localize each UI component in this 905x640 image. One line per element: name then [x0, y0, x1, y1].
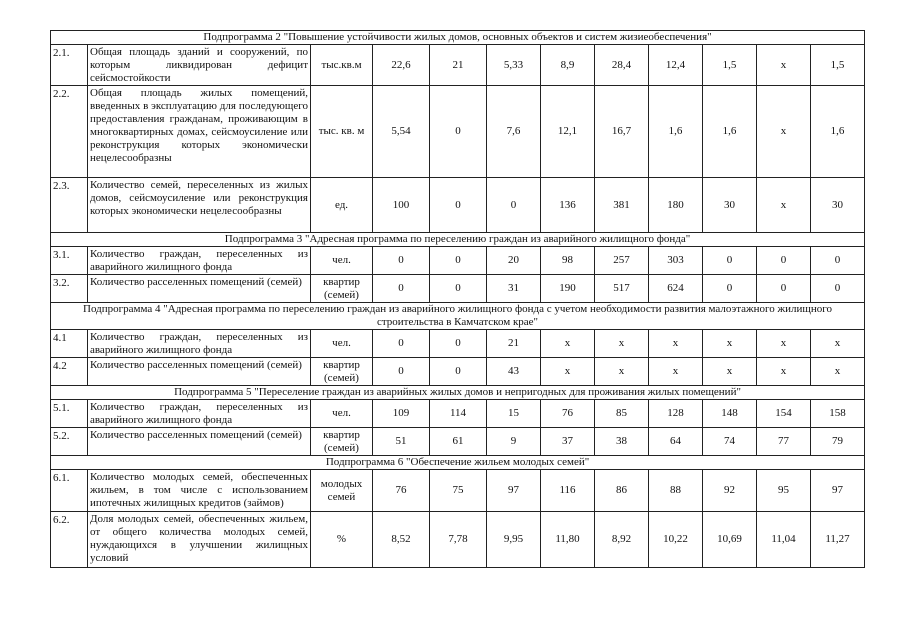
value-cell: 28,4	[595, 45, 649, 86]
table-row	[51, 358, 865, 386]
value-cell: 95	[757, 470, 811, 512]
unit-cell: квартир (семей)	[311, 275, 373, 303]
section-header-row	[51, 386, 865, 400]
value-cell: 0	[430, 247, 487, 275]
indicator-name: Количество граждан, переселенных из аварийного жилищного фонда	[88, 400, 311, 428]
value-cell: х	[757, 330, 811, 358]
value-cell: 61	[430, 428, 487, 456]
value-cell: 97	[811, 470, 865, 512]
value-cell: 0	[430, 358, 487, 386]
row-number: 2.3.	[51, 178, 88, 233]
table-row	[51, 45, 865, 86]
unit-cell: тыс.кв.м	[311, 45, 373, 86]
indicator-name: Количество расселенных помещений (семей)	[88, 428, 311, 456]
value-cell: 10,69	[703, 512, 757, 568]
section-header-row	[51, 233, 865, 247]
value-cell: 12,4	[649, 45, 703, 86]
value-cell: 109	[373, 400, 430, 428]
value-cell: 8,9	[541, 45, 595, 86]
value-cell: 9	[487, 428, 541, 456]
value-cell: 21	[430, 45, 487, 86]
value-cell: х	[811, 330, 865, 358]
indicator-name: Доля молодых семей, обеспеченных жильем, от общего количества молодых семей, нуждающихся в улучшении жилищных условий	[88, 512, 311, 568]
value-cell: 76	[541, 400, 595, 428]
value-cell: 257	[595, 247, 649, 275]
value-cell: 1,5	[703, 45, 757, 86]
unit-cell: чел.	[311, 247, 373, 275]
table-row	[51, 275, 865, 303]
unit-cell: чел.	[311, 330, 373, 358]
indicator-name: Количество граждан, переселенных из аварийного жилищного фонда	[88, 247, 311, 275]
value-cell: 7,6	[487, 86, 541, 178]
value-cell: 12,1	[541, 86, 595, 178]
value-cell: 9,95	[487, 512, 541, 568]
unit-cell: квартир (семей)	[311, 358, 373, 386]
unit-cell: квартир (семей)	[311, 428, 373, 456]
value-cell: 22,6	[373, 45, 430, 86]
value-cell: 114	[430, 400, 487, 428]
unit-cell: тыс. кв. м	[311, 86, 373, 178]
value-cell: 43	[487, 358, 541, 386]
row-number: 4.1	[51, 330, 88, 358]
value-cell: 16,7	[595, 86, 649, 178]
value-cell: 7,78	[430, 512, 487, 568]
value-cell: 148	[703, 400, 757, 428]
section-title: Подпрограмма 6 "Обеспечение жильем молодых семей"	[51, 456, 865, 470]
unit-cell: чел.	[311, 400, 373, 428]
value-cell: 303	[649, 247, 703, 275]
row-number: 5.2.	[51, 428, 88, 456]
value-cell: 128	[649, 400, 703, 428]
indicator-name: Количество расселенных помещений (семей)	[88, 358, 311, 386]
indicator-name: Количество расселенных помещений (семей)	[88, 275, 311, 303]
value-cell: х	[649, 330, 703, 358]
value-cell: 190	[541, 275, 595, 303]
table-row	[51, 470, 865, 512]
table-row	[51, 428, 865, 456]
value-cell: 74	[703, 428, 757, 456]
value-cell: 8,52	[373, 512, 430, 568]
value-cell: х	[595, 330, 649, 358]
value-cell: 0	[430, 178, 487, 233]
value-cell: 0	[373, 247, 430, 275]
value-cell: х	[541, 330, 595, 358]
value-cell: х	[703, 358, 757, 386]
value-cell: 1,5	[811, 45, 865, 86]
value-cell: 92	[703, 470, 757, 512]
row-number: 2.2.	[51, 86, 88, 178]
value-cell: х	[757, 45, 811, 86]
section-header-row	[51, 31, 865, 45]
value-cell: 64	[649, 428, 703, 456]
unit-cell: молодых семей	[311, 470, 373, 512]
value-cell: 0	[811, 275, 865, 303]
value-cell: 51	[373, 428, 430, 456]
value-cell: 15	[487, 400, 541, 428]
value-cell: 76	[373, 470, 430, 512]
indicator-name: Общая площадь зданий и сооружений, по которым ликвидирован дефицит сейсмостойкости	[88, 45, 311, 86]
value-cell: 381	[595, 178, 649, 233]
row-number: 3.1.	[51, 247, 88, 275]
value-cell: 38	[595, 428, 649, 456]
table-row	[51, 247, 865, 275]
value-cell: 0	[757, 275, 811, 303]
value-cell: 5,54	[373, 86, 430, 178]
value-cell: 31	[487, 275, 541, 303]
value-cell: 30	[811, 178, 865, 233]
value-cell: х	[811, 358, 865, 386]
value-cell: 0	[757, 247, 811, 275]
value-cell: 30	[703, 178, 757, 233]
value-cell: 116	[541, 470, 595, 512]
value-cell: 0	[703, 247, 757, 275]
section-title: Подпрограмма 5 "Переселение граждан из аварийных жилых домов и непригодных для проживания жилых помещений"	[51, 386, 865, 400]
value-cell: х	[757, 358, 811, 386]
table-row	[51, 512, 865, 568]
value-cell: 8,92	[595, 512, 649, 568]
value-cell: 21	[487, 330, 541, 358]
section-title: Подпрограмма 2 "Повышение устойчивости жилых домов, основных объектов и систем жизиеобеспечения"	[51, 31, 865, 45]
table-row	[51, 400, 865, 428]
value-cell: 1,6	[649, 86, 703, 178]
value-cell: 75	[430, 470, 487, 512]
value-cell: х	[757, 178, 811, 233]
value-cell: 100	[373, 178, 430, 233]
value-cell: 0	[487, 178, 541, 233]
value-cell: 86	[595, 470, 649, 512]
indicator-name: Количество семей, переселенных из жилых домов, сейсмоусиление или реконструкция которых экономически нецелесообразны	[88, 178, 311, 233]
value-cell: 11,04	[757, 512, 811, 568]
value-cell: 1,6	[811, 86, 865, 178]
value-cell: х	[595, 358, 649, 386]
section-title: Подпрограмма 3 "Адресная программа по переселению граждан из аварийного жилищного фонда"	[51, 233, 865, 247]
value-cell: 37	[541, 428, 595, 456]
unit-cell: %	[311, 512, 373, 568]
value-cell: х	[541, 358, 595, 386]
table-row	[51, 330, 865, 358]
value-cell: 88	[649, 470, 703, 512]
indicator-name: Общая площадь жилых помещений, введенных в эксплуатацию для последующего предоставления гражданам, проживающим в многоквартирных домах, сейсмоусиление или реконструкция которых экономически нецелесообразны	[88, 86, 311, 178]
value-cell: 98	[541, 247, 595, 275]
value-cell: 624	[649, 275, 703, 303]
value-cell: 5,33	[487, 45, 541, 86]
value-cell: 77	[757, 428, 811, 456]
row-number: 6.2.	[51, 512, 88, 568]
indicators-table	[50, 30, 865, 568]
value-cell: 517	[595, 275, 649, 303]
indicator-name: Количество молодых семей, обеспеченных жильем, в том числе с использованием ипотечных жилищных кредитов (займов)	[88, 470, 311, 512]
row-number: 6.1.	[51, 470, 88, 512]
value-cell: 0	[373, 330, 430, 358]
value-cell: 0	[373, 275, 430, 303]
value-cell: х	[649, 358, 703, 386]
value-cell: 0	[430, 86, 487, 178]
value-cell: 79	[811, 428, 865, 456]
value-cell: 0	[430, 275, 487, 303]
section-header-row	[51, 303, 865, 330]
value-cell: 0	[430, 330, 487, 358]
value-cell: 0	[373, 358, 430, 386]
value-cell: х	[703, 330, 757, 358]
section-header-row	[51, 456, 865, 470]
row-number: 5.1.	[51, 400, 88, 428]
value-cell: 136	[541, 178, 595, 233]
value-cell: 154	[757, 400, 811, 428]
value-cell: 11,27	[811, 512, 865, 568]
value-cell: 158	[811, 400, 865, 428]
value-cell: 97	[487, 470, 541, 512]
value-cell: 180	[649, 178, 703, 233]
value-cell: 11,80	[541, 512, 595, 568]
unit-cell: ед.	[311, 178, 373, 233]
table-row	[51, 178, 865, 233]
value-cell: 1,6	[703, 86, 757, 178]
row-number: 4.2	[51, 358, 88, 386]
value-cell: х	[757, 86, 811, 178]
row-number: 3.2.	[51, 275, 88, 303]
section-title: Подпрограмма 4 "Адресная программа по переселению граждан из аварийного жилищного фонда с учетом необходимости развития малоэтажного жилищного строительства в Камчатском крае"	[51, 303, 865, 330]
value-cell: 85	[595, 400, 649, 428]
row-number: 2.1.	[51, 45, 88, 86]
indicator-name: Количество граждан, переселенных из аварийного жилищного фонда	[88, 330, 311, 358]
value-cell: 0	[811, 247, 865, 275]
table-row	[51, 86, 865, 178]
value-cell: 20	[487, 247, 541, 275]
value-cell: 10,22	[649, 512, 703, 568]
value-cell: 0	[703, 275, 757, 303]
